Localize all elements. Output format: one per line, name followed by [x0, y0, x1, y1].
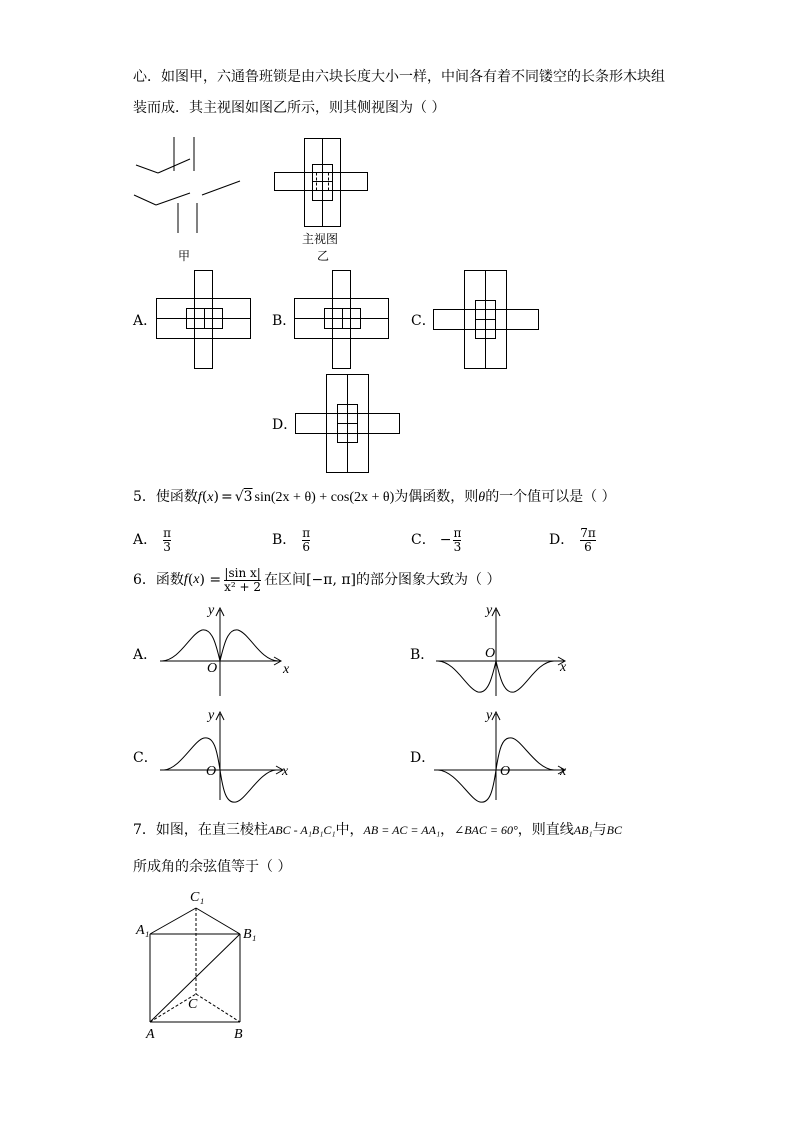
lock-option-c-figure	[433, 270, 541, 370]
q7-comma: ，	[440, 822, 455, 838]
q5-option-d-den: 6	[584, 539, 592, 554]
q5-theta: θ	[478, 490, 486, 505]
intro-line-1: 心．如图甲，六通鲁班锁是由六块长度大小一样，中间各有着不同镂空的长条形木块组	[133, 69, 665, 85]
vertex-c: C	[188, 997, 198, 1012]
q5-option-c-sign: −	[439, 532, 452, 548]
q7-line1-b: 中，	[335, 822, 364, 838]
q6-mid: 在区间	[264, 572, 307, 588]
q5-tail2: 的一个值可以是（ ）	[485, 489, 616, 505]
q5-option-d-num: 7π	[580, 525, 596, 540]
q6-den: x² + 2	[224, 579, 262, 594]
q6-interval: [−π, π]	[306, 572, 357, 588]
label-yi: 乙	[317, 249, 330, 263]
q6-b-x: x	[560, 660, 567, 675]
q7-angle: ∠BAC = 60°	[454, 823, 518, 837]
q5-option-a-frac	[163, 527, 171, 554]
q7-line-2: 所成角的余弦值等于（ ）	[133, 859, 292, 875]
q6-number: 6．函数	[133, 572, 184, 588]
q5-option-a-num: π	[163, 525, 172, 540]
vertex-a: A	[146, 1027, 155, 1042]
q5-option-b-den: 6	[302, 539, 311, 554]
luban-lock-figure	[128, 125, 248, 240]
q5-option-b-num: π	[302, 525, 311, 540]
vertex-b: B	[234, 1027, 243, 1042]
q7-line-1	[133, 821, 622, 839]
q7-cond: AB = AC = AA₁	[363, 823, 441, 837]
q6-d-x: x	[560, 764, 567, 779]
q5-option-d	[549, 523, 596, 557]
q5-option-d-label: D．	[549, 532, 575, 548]
q6-graph-d	[434, 708, 570, 800]
q6-a-y: y	[208, 603, 215, 618]
q7-line1-c: ，则直线	[517, 822, 574, 838]
q5-tail: 为偶函数，则	[394, 489, 479, 505]
front-view-figure	[274, 138, 369, 228]
lock-option-a-label: A．	[133, 313, 158, 329]
q5-option-b-label: B．	[272, 532, 297, 548]
q6-option-d-label: D．	[410, 750, 436, 766]
q6-option-a-label: A．	[133, 647, 158, 663]
q7-ab1: AB₁	[573, 823, 593, 837]
q5-trig: sin(2x + θ) + cos(2x + θ)	[254, 490, 395, 505]
q6-b-y: y	[486, 603, 493, 618]
q5-option-a-den: 3	[163, 539, 171, 554]
q7-bc: BC	[606, 823, 622, 837]
q6-a-x: x	[283, 662, 290, 677]
q7-line1-d: 与	[592, 822, 607, 838]
lock-option-b-figure	[294, 270, 390, 370]
q5-number: 5．使函数	[133, 489, 198, 505]
q5-option-a-label: A．	[133, 532, 158, 548]
q6-c-origin: O	[206, 764, 217, 779]
q5-option-a	[133, 523, 171, 557]
q6-a-origin: O	[207, 661, 218, 676]
q6-graph-a	[160, 604, 290, 696]
vertex-b1: B₁	[243, 927, 257, 942]
lock-option-d-label: D．	[272, 417, 298, 433]
q5-stem: 5．使函数f(x) = √3 sin(2x + θ) + cos(2x + θ)为偶函数，则θ的一个值可以是（ ）	[133, 489, 616, 505]
q5-option-b-frac	[302, 527, 310, 554]
q6-b-origin: O	[485, 646, 496, 661]
q6-c-y: y	[208, 708, 215, 723]
q5-x: x	[207, 490, 214, 505]
label-front-view: 主视图	[302, 232, 339, 246]
q6-graph-c	[160, 708, 290, 800]
q6-option-b-label: B．	[410, 647, 435, 663]
lock-option-b-label: B．	[272, 313, 297, 329]
q5-option-d-frac	[580, 527, 596, 554]
q5-sqrt3: 3	[243, 489, 253, 505]
vertex-c1: C₁	[190, 890, 205, 905]
q5-option-b	[272, 523, 310, 557]
q6-c-x: x	[282, 764, 289, 779]
vertex-a1: A₁	[136, 923, 150, 938]
q5-option-c-num: π	[453, 525, 462, 540]
q7-line1-a: 7．如图，在直三棱柱	[133, 822, 268, 838]
lock-option-a-figure	[156, 270, 252, 370]
q5-option-c-den: 3	[453, 539, 462, 554]
lock-option-d-figure	[295, 374, 401, 474]
q6-tail: 的部分图象大致为（ ）	[356, 572, 501, 588]
q5-option-c	[411, 523, 461, 557]
q7-prism: ABC - A₁B₁C₁	[267, 823, 336, 837]
q5-f: f	[197, 490, 202, 505]
q6-graph-b	[436, 604, 566, 696]
q6-num: |sin x|	[224, 565, 261, 580]
lock-option-c-label: C．	[411, 313, 436, 329]
q6-frac	[224, 567, 261, 594]
prism-figure	[150, 906, 250, 1024]
q6-stem: 6．函数 f ( x ) = $\frac{\text{|sin x|}}{\text{x² + 2}}$ 在区间 [−π, π] 的部分图象大致为（ ）	[133, 565, 501, 594]
label-jia: 甲	[178, 249, 191, 263]
q6-d-y: y	[486, 708, 493, 723]
q5-option-c-label: C．	[411, 532, 436, 548]
q5-option-c-frac	[453, 527, 461, 554]
q6-d-origin: O	[500, 764, 511, 779]
q6-option-c-label: C．	[133, 750, 158, 766]
intro-line-2: 装而成．其主视图如图乙所示，则其侧视图为（ ）	[133, 100, 446, 116]
q5-eq: =	[220, 489, 233, 505]
